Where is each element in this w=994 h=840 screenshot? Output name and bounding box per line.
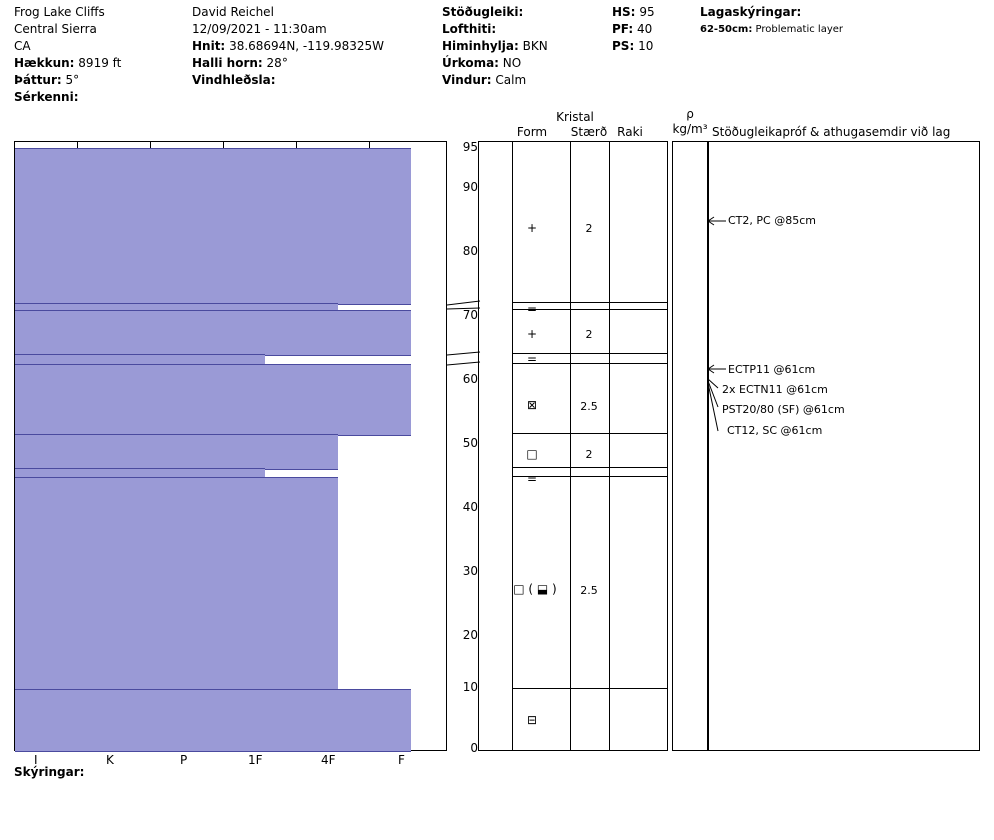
- pf-row: [612, 21, 655, 38]
- special-label: Sérkenni:: [14, 90, 79, 104]
- observation-datetime: 12/09/2021 - 11:30am: [192, 22, 327, 36]
- hardness-bar: [15, 477, 338, 691]
- wind-value: Calm: [495, 73, 527, 87]
- annotation-label: CT12, SC @61cm: [727, 424, 823, 437]
- crystal-form-cell: ⊟: [526, 713, 538, 727]
- site-region: Central Sierra: [14, 22, 97, 36]
- site-state: CA: [14, 39, 31, 53]
- hardness-bar: [15, 434, 338, 470]
- hardness-label-P: P: [180, 753, 188, 767]
- elevation-row: [14, 55, 121, 72]
- aspect-row: [14, 72, 121, 89]
- precip-row: [442, 55, 548, 72]
- crystal-form-cell: =: [526, 472, 538, 486]
- crystal-form-cell: □: [526, 447, 538, 461]
- stability-label: Stöðugleiki:: [442, 5, 524, 19]
- coordinates-label: Hnit:: [192, 39, 226, 53]
- density-symbol-header: ρ: [686, 107, 694, 121]
- wind-loading-row: [192, 72, 384, 89]
- snowpack-block: [612, 4, 655, 55]
- depth-tick-50: 50: [462, 436, 478, 450]
- pf-value: 40: [636, 22, 653, 36]
- legend-label: Skýringar:: [14, 765, 85, 779]
- depth-tick-60: 60: [462, 372, 478, 386]
- depth-tick-80: 80: [462, 244, 478, 258]
- elevation-value: 8919 ft: [78, 56, 122, 70]
- crystal-group-header: Kristal: [556, 110, 594, 124]
- site-name: Frog Lake Cliffs: [14, 5, 105, 19]
- hardness-label-1F: 1F: [248, 753, 263, 767]
- wind-loading-label: Vindhleðsla:: [192, 73, 276, 87]
- ps-label: PS:: [612, 39, 635, 53]
- layer-boundary: [512, 433, 667, 434]
- pf-label: PF:: [612, 22, 634, 36]
- precip-value: NO: [502, 56, 522, 70]
- crystal-size-cell: 2: [585, 222, 593, 235]
- hardness-label-K: K: [106, 753, 114, 767]
- stability-row: [442, 4, 548, 21]
- coordinates-value: 38.68694N, -119.98325W: [229, 39, 385, 53]
- profile-header: [0, 0, 994, 110]
- crystal-form-cell: □ ( ⬓ ): [513, 582, 557, 596]
- depth-tick-0: 0: [470, 741, 478, 755]
- annotation-label: ECTP11 @61cm: [728, 363, 816, 376]
- density-units-header: kg/m³: [672, 122, 708, 136]
- coordinates-row: [192, 38, 384, 55]
- depth-tick-95: 95: [462, 140, 478, 154]
- observer-block: [192, 4, 384, 89]
- depth-tick-70: 70: [462, 308, 478, 322]
- ps-row: [612, 38, 655, 55]
- depth-tick-40: 40: [462, 500, 478, 514]
- crystal-size-cell: 2.5: [580, 400, 598, 413]
- location-block: [14, 4, 121, 106]
- crystal-form-cell: +: [526, 327, 538, 341]
- hardness-label-4F: 4F: [321, 753, 336, 767]
- air-temp-row: [442, 21, 548, 38]
- layer-notes-range: 62-50cm:: [700, 24, 753, 35]
- aspect-label: Þáttur:: [14, 73, 62, 87]
- hs-value: 95: [639, 5, 655, 19]
- observer-name: David Reichel: [192, 5, 274, 19]
- depth-tick-90: 90: [462, 180, 478, 194]
- weather-block: [442, 4, 548, 89]
- elevation-label: Hækkun:: [14, 56, 75, 70]
- hardness-bar: [15, 364, 411, 436]
- crystal-size-cell: 2: [585, 328, 593, 341]
- hardness-label-F: F: [398, 753, 405, 767]
- wind-label: Vindur:: [442, 73, 492, 87]
- notes-column: [708, 141, 980, 751]
- aspect-value: 5°: [65, 73, 80, 87]
- layer-notes-text: Problematic layer: [755, 24, 844, 35]
- layer-notes-title: Lagaskýringar:: [700, 5, 802, 19]
- size-column-header: Stærð: [570, 125, 608, 139]
- layer-boundary: [512, 688, 667, 689]
- hardness-bar: [15, 689, 411, 752]
- slope-angle-label: Halli horn:: [192, 56, 263, 70]
- crystal-form-cell: =: [526, 352, 538, 366]
- wind-row: [442, 72, 548, 89]
- special-row: [14, 89, 121, 106]
- hardness-label-I: I: [34, 753, 38, 767]
- slope-angle-value: 28°: [266, 56, 288, 70]
- crystal-size-cell: 2: [585, 448, 593, 461]
- air-temp-label: Lofthiti:: [442, 22, 497, 36]
- crystal-form-cell: ⊠: [526, 398, 538, 412]
- annotation-label: 2x ECTN11 @61cm: [722, 383, 828, 396]
- hs-label: HS:: [612, 5, 636, 19]
- annotation-arrows: [696, 141, 736, 751]
- depth-tick-20: 20: [462, 628, 478, 642]
- sky-cover-row: [442, 38, 548, 55]
- sky-cover-value: BKN: [522, 39, 548, 53]
- ps-value: 10: [638, 39, 654, 53]
- depth-tick-10: 10: [462, 680, 478, 694]
- layer-notes-entry: [700, 21, 843, 38]
- crystal-form-cell: +: [526, 221, 538, 235]
- precip-label: Úrkoma:: [442, 56, 499, 70]
- hardness-bar: [15, 310, 411, 356]
- slope-angle-row: [192, 55, 384, 72]
- annotation-label: PST20/80 (SF) @61cm: [722, 403, 845, 416]
- layer-boundary: [512, 467, 667, 468]
- wetness-column-header: Raki: [617, 125, 643, 139]
- depth-tick-30: 30: [462, 564, 478, 578]
- layer-notes-block: [700, 4, 843, 38]
- layer-connectors: [447, 141, 481, 751]
- crystal-size-cell: 2.5: [580, 584, 598, 597]
- crystal-form-cell: =: [526, 302, 538, 316]
- notes-column-header: Stöðugleikapróf & athugasemdir við lag: [712, 125, 951, 139]
- hardness-bar: [15, 148, 411, 305]
- form-column-header: Form: [516, 125, 548, 139]
- sky-cover-label: Himinhylja:: [442, 39, 519, 53]
- annotation-label: CT2, PC @85cm: [728, 214, 816, 227]
- hardness-plot: [14, 141, 447, 751]
- hs-row: [612, 4, 655, 21]
